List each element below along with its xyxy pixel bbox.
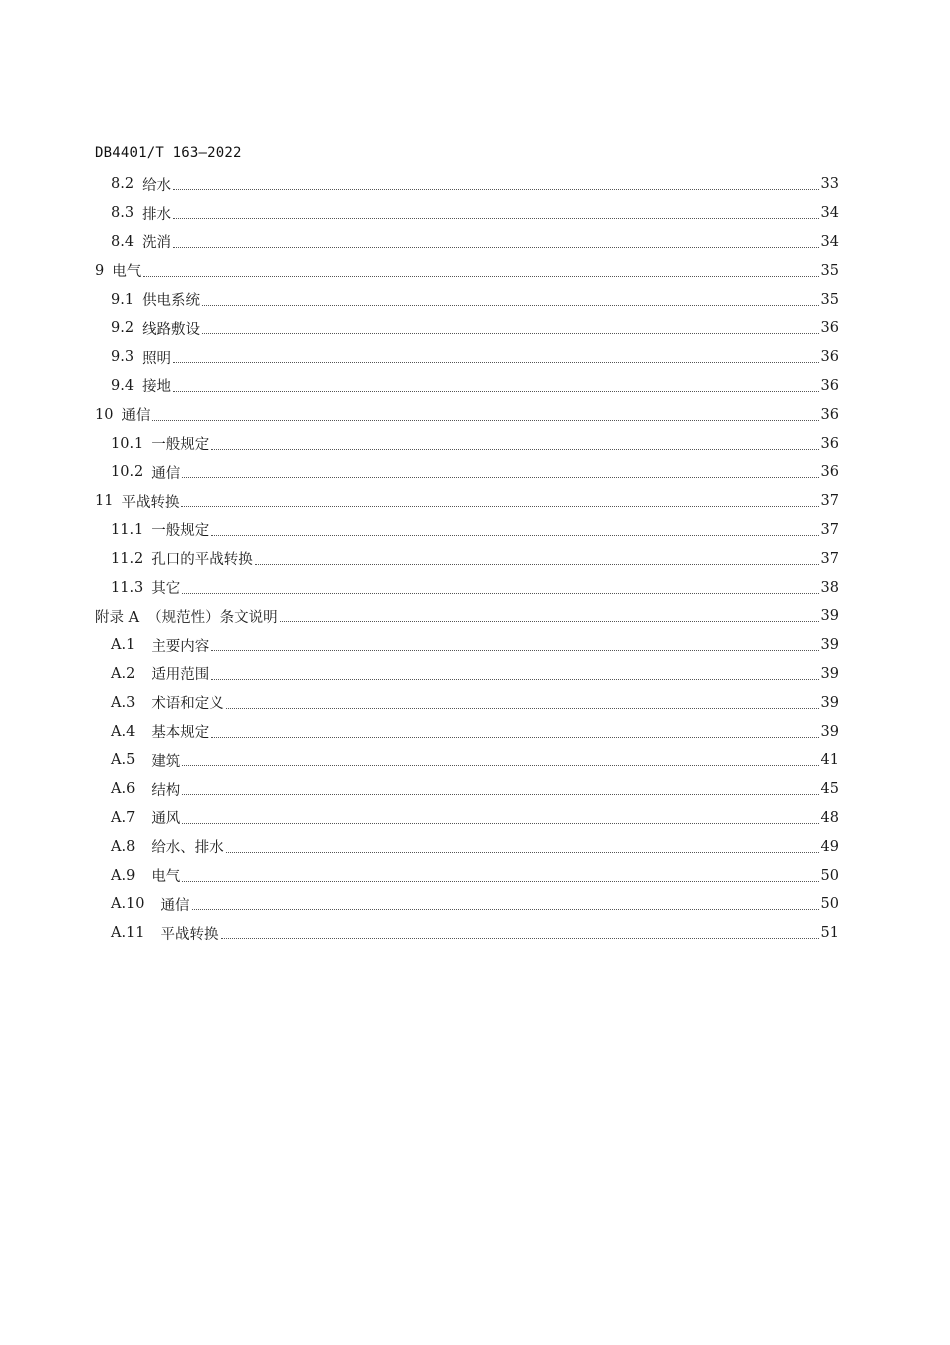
toc-entry-number: 10.2 — [111, 464, 144, 481]
toc-entry[interactable] — [95, 890, 839, 919]
toc-entry-number: A.7 — [111, 809, 136, 826]
toc-entry-number: A.8 — [111, 838, 136, 855]
toc-entry-title: 接地 — [142, 379, 172, 396]
toc-entry-page: 51 — [820, 925, 839, 942]
toc-entry-page: 45 — [820, 781, 839, 798]
toc-entry[interactable] — [95, 458, 839, 487]
toc-entry-number: 11.2 — [111, 550, 144, 567]
toc-entry-title: 结构 — [151, 782, 181, 799]
toc-entry-title: 洗消 — [142, 235, 172, 252]
toc-entry-title: 排水 — [142, 206, 172, 223]
toc-entry-number: A.6 — [111, 781, 136, 798]
toc-entry-number: 附录 A — [95, 609, 140, 626]
toc-entry-title: 建筑 — [151, 753, 181, 770]
toc-entry-title: 基本规定 — [151, 725, 210, 742]
toc-entry-number: 8.2 — [111, 176, 135, 193]
toc-entry-number: A.5 — [111, 752, 136, 769]
toc-entry[interactable] — [95, 602, 839, 631]
toc-leader-dots — [226, 707, 819, 709]
toc-entry-page: 33 — [820, 176, 839, 193]
toc-entry-title: 线路敷设 — [142, 321, 201, 338]
toc-entry[interactable] — [95, 487, 839, 516]
toc-entry[interactable] — [95, 717, 839, 746]
toc-entry-page: 35 — [820, 291, 839, 308]
toc-entry-title: 给水、排水 — [151, 840, 224, 857]
toc-entry-number: A.2 — [111, 665, 136, 682]
toc-entry-title: 电气 — [151, 869, 181, 886]
toc-entry-number: 9.3 — [111, 349, 135, 366]
toc-entry-title: 术语和定义 — [151, 696, 224, 713]
toc-entry[interactable] — [95, 343, 839, 372]
toc-leader-dots — [192, 908, 819, 910]
toc-entry-title: 电气 — [112, 264, 142, 281]
toc-entry-title: 通风 — [151, 811, 181, 828]
toc-leader-dots — [173, 361, 818, 363]
toc-entry-page: 48 — [820, 809, 839, 826]
toc-entry-number: A.10 — [111, 896, 145, 913]
toc-entry-title: 供电系统 — [142, 293, 201, 310]
toc-entry[interactable] — [95, 919, 839, 948]
toc-entry-title: 一般规定 — [151, 523, 210, 540]
toc-entry-number: 11 — [95, 493, 114, 510]
toc-entry[interactable] — [95, 228, 839, 257]
toc-entry-page: 37 — [820, 493, 839, 510]
toc-leader-dots — [173, 246, 818, 248]
toc-entry-number: 10.1 — [111, 435, 144, 452]
toc-entry[interactable] — [95, 544, 839, 573]
toc-entry-page: 36 — [820, 464, 839, 481]
toc-entry-number: A.9 — [111, 867, 136, 884]
toc-entry-page: 36 — [820, 377, 839, 394]
toc-entry[interactable] — [95, 660, 839, 689]
toc-entry-number: 9 — [95, 262, 105, 279]
toc-entry-title: 适用范围 — [151, 667, 210, 684]
toc-entry[interactable] — [95, 804, 839, 833]
toc-entry[interactable] — [95, 372, 839, 401]
toc-leader-dots — [173, 217, 818, 219]
toc-entry[interactable] — [95, 688, 839, 717]
toc-entry[interactable] — [95, 775, 839, 804]
toc-entry[interactable] — [95, 746, 839, 775]
toc-entry-title: 平战转换 — [160, 926, 219, 943]
toc-entry-number: 9.2 — [111, 320, 135, 337]
toc-leader-dots — [211, 678, 818, 680]
toc-leader-dots — [152, 419, 818, 421]
toc-leader-dots — [211, 448, 818, 450]
toc-entry-page: 35 — [820, 262, 839, 279]
toc-leader-dots — [173, 390, 818, 392]
toc-entry[interactable] — [95, 285, 839, 314]
toc-leader-dots — [211, 736, 818, 738]
toc-entry-title: 一般规定 — [151, 437, 210, 454]
toc-entry[interactable] — [95, 861, 839, 890]
toc-entry-page: 36 — [820, 349, 839, 366]
toc-leader-dots — [182, 822, 818, 824]
toc-entry[interactable] — [95, 199, 839, 228]
toc-entry-number: A.3 — [111, 694, 136, 711]
toc-leader-dots — [143, 275, 818, 277]
toc-entry-number: 8.4 — [111, 233, 135, 250]
toc-entry-title: （规范性）条文说明 — [147, 609, 278, 626]
toc-leader-dots — [182, 476, 818, 478]
toc-entry-title: 其它 — [151, 581, 181, 598]
toc-entry-title: 通信 — [151, 465, 181, 482]
toc-entry-number: 10 — [95, 406, 114, 423]
toc-entry-page: 50 — [820, 896, 839, 913]
toc-entry[interactable] — [95, 314, 839, 343]
document-code-header: DB4401/T 163—2022 — [95, 145, 242, 161]
toc-entry-title: 给水 — [142, 177, 172, 194]
toc-leader-dots — [173, 188, 818, 190]
toc-entry[interactable] — [95, 170, 839, 199]
toc-entry-page: 41 — [820, 752, 839, 769]
toc-entry-title: 主要内容 — [151, 638, 210, 655]
toc-leader-dots — [211, 534, 818, 536]
toc-entry[interactable] — [95, 400, 839, 429]
toc-entry-number: 9.1 — [111, 291, 135, 308]
toc-entry[interactable] — [95, 516, 839, 545]
toc-entry-page: 39 — [820, 694, 839, 711]
toc-entry-title: 平战转换 — [121, 494, 180, 511]
toc-entry-page: 49 — [820, 838, 839, 855]
toc-leader-dots — [182, 592, 818, 594]
toc-entry[interactable] — [95, 429, 839, 458]
toc-leader-dots — [202, 304, 818, 306]
toc-leader-dots — [221, 937, 819, 939]
table-of-contents — [95, 170, 839, 948]
toc-entry-title: 孔口的平战转换 — [151, 552, 253, 569]
toc-entry-number: A.11 — [111, 925, 145, 942]
toc-entry-page: 39 — [820, 637, 839, 654]
toc-entry-number: A.1 — [111, 637, 136, 654]
toc-entry[interactable] — [95, 256, 839, 285]
toc-entry-number: A.4 — [111, 723, 136, 740]
toc-entry[interactable] — [95, 573, 839, 602]
toc-entry-page: 34 — [820, 205, 839, 222]
toc-entry-number: 9.4 — [111, 377, 135, 394]
toc-entry-page: 36 — [820, 406, 839, 423]
toc-entry-page: 50 — [820, 867, 839, 884]
toc-leader-dots — [211, 649, 818, 651]
toc-entry-page: 36 — [820, 320, 839, 337]
toc-entry-page: 39 — [820, 723, 839, 740]
toc-leader-dots — [182, 793, 818, 795]
toc-leader-dots — [182, 880, 818, 882]
toc-entry-page: 37 — [820, 550, 839, 567]
toc-entry-page: 36 — [820, 435, 839, 452]
toc-leader-dots — [280, 620, 819, 622]
toc-entry[interactable] — [95, 631, 839, 660]
toc-entry[interactable] — [95, 832, 839, 861]
toc-entry-title: 通信 — [160, 897, 190, 914]
toc-entry-page: 39 — [820, 665, 839, 682]
toc-leader-dots — [181, 505, 818, 507]
toc-leader-dots — [255, 563, 819, 565]
toc-leader-dots — [226, 851, 819, 853]
toc-entry-number: 8.3 — [111, 205, 135, 222]
toc-entry-title: 通信 — [121, 408, 151, 425]
toc-entry-number: 11.1 — [111, 521, 144, 538]
toc-entry-title: 照明 — [142, 350, 172, 367]
toc-entry-page: 37 — [820, 521, 839, 538]
toc-entry-page: 39 — [820, 608, 839, 625]
toc-leader-dots — [182, 764, 818, 766]
toc-entry-page: 34 — [820, 233, 839, 250]
toc-entry-number: 11.3 — [111, 579, 144, 596]
toc-entry-page: 38 — [820, 579, 839, 596]
toc-leader-dots — [202, 332, 818, 334]
